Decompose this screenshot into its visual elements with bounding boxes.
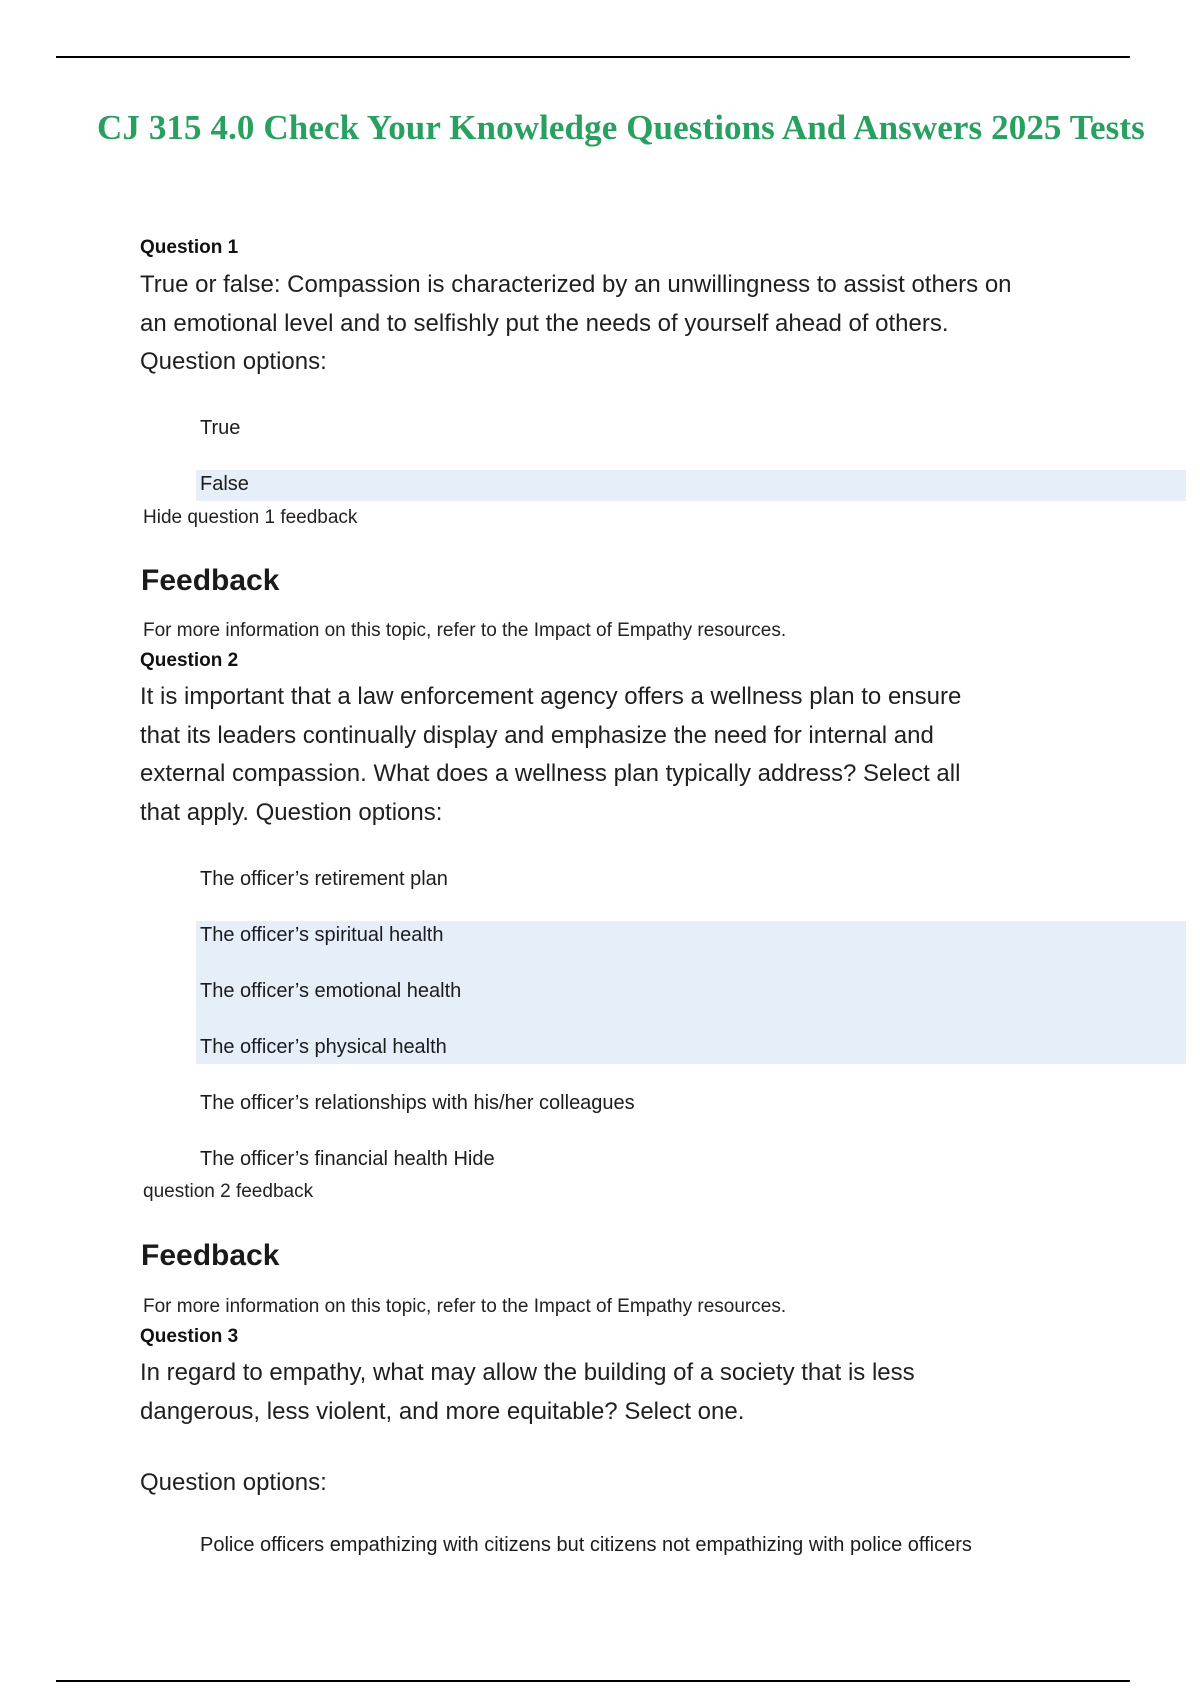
hide-question-2-feedback-link[interactable]: question 2 feedback: [143, 1181, 314, 1202]
question-3-text: In regard to empathy, what may allow the building of a society that is less dangerous, less violent, and more equitable? Select one.: [140, 1359, 915, 1425]
question-1-feedback-heading: Feedback: [141, 564, 280, 597]
question-2-option-physical[interactable]: The officer’s physical health: [200, 1036, 447, 1058]
bottom-rule: [56, 1680, 1130, 1682]
question-2-label: Question 2: [140, 650, 239, 671]
top-rule: [56, 56, 1130, 58]
question-3-option-1[interactable]: Police officers empathizing with citizens but citizens not empathizing with police officers: [200, 1534, 972, 1556]
question-1-label: Question 1: [140, 237, 239, 258]
question-1-text: True or false: Compassion is characterized by an unwillingness to assist others on an emotional level and to selfishly put the needs of yourself ahead of others. Question options:: [140, 271, 1012, 375]
answer-highlight: [196, 470, 1186, 501]
document-title: CJ 315 4.0 Check Your Knowledge Questions And Answers 2025 Tests: [97, 108, 1145, 147]
question-2-text: It is important that a law enforcement agency offers a wellness plan to ensure that its leaders continually display and emphasize the need for internal and external compassion. What does a wellness plan typically address? Select all that apply. Question options:: [140, 683, 962, 826]
question-1-option-false[interactable]: False: [200, 473, 249, 495]
question-1-feedback-text: For more information on this topic, refer to the Impact of Empathy resources.: [143, 620, 787, 641]
question-2-option-emotional[interactable]: The officer’s emotional health: [200, 980, 462, 1002]
question-2-option-financial[interactable]: The officer’s financial health Hide: [200, 1148, 495, 1170]
question-3-label: Question 3: [140, 1326, 239, 1347]
question-2-feedback-heading: Feedback: [141, 1239, 280, 1272]
question-2-option-retirement[interactable]: The officer’s retirement plan: [200, 868, 448, 890]
question-1-option-true[interactable]: True: [200, 417, 241, 439]
question-2-option-relationships[interactable]: The officer’s relationships with his/her colleagues: [200, 1092, 635, 1114]
question-2-option-spiritual[interactable]: The officer’s spiritual health: [200, 924, 444, 946]
question-3-options-label: Question options:: [140, 1469, 327, 1496]
question-2-feedback-text: For more information on this topic, refer to the Impact of Empathy resources.: [143, 1296, 787, 1317]
hide-question-1-feedback-link[interactable]: Hide question 1 feedback: [143, 507, 358, 528]
